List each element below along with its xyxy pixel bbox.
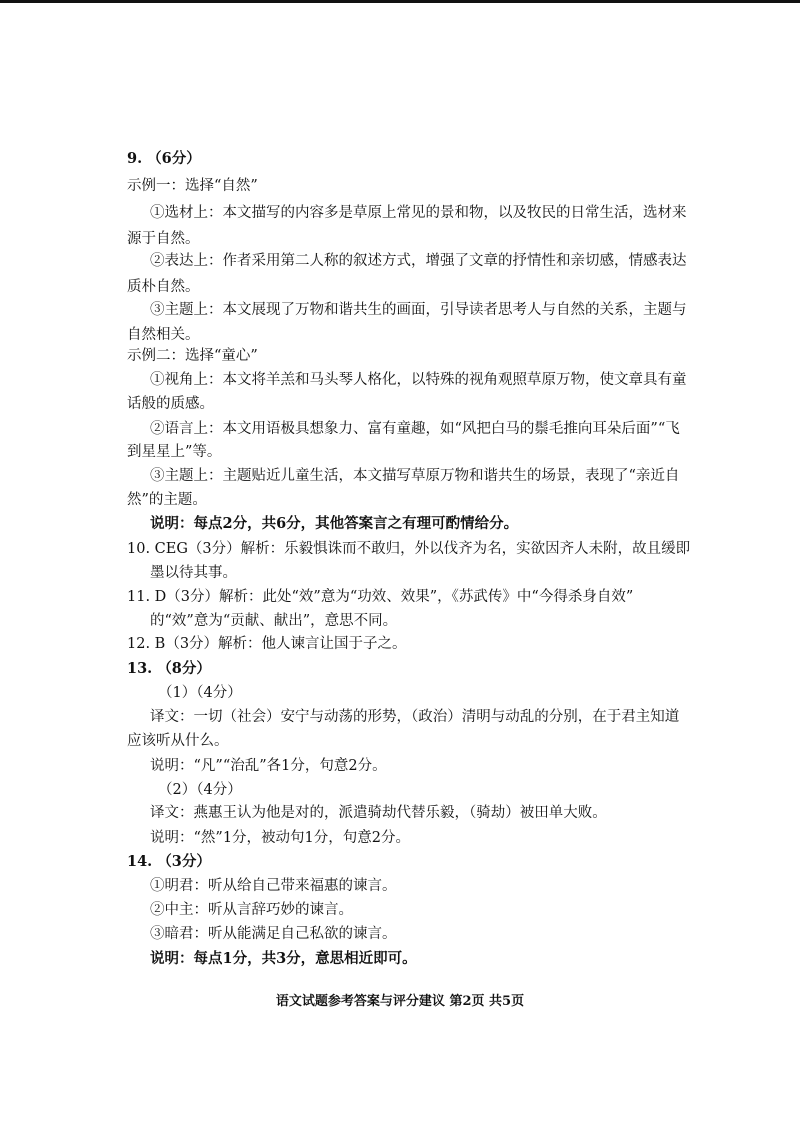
q14-scoring-note: 说明：每点1分，共3分，意思相近即可。 — [150, 950, 417, 967]
q10-answer: 10. CEG（3分）解析：乐毅惧诛而不敢归，外以伐齐为名，实欲因齐人未附，故且缓即 — [127, 541, 691, 557]
q9-example1-point2: ②表达上：作者采用第二人称的叙述方式，增强了文章的抒情性和亲切感，情感表达 — [150, 253, 687, 269]
q12-answer: 12. B（3分）解析：他人谏言让国于子之。 — [127, 636, 407, 652]
q9-example2-point2-cont: 到星星上”等。 — [127, 444, 222, 460]
q9-example1-title: 示例一：选择“自然” — [127, 178, 258, 194]
q9-header: 9. （6分） — [127, 150, 201, 167]
q9-example2-point1: ①视角上：本文将羊羔和马头琴人格化，以特殊的视角观照草原万物，使文章具有童 — [150, 372, 687, 388]
q13-part1-header: （1）（4分） — [158, 685, 242, 701]
q9-example1-point3-cont: 自然相关。 — [127, 327, 200, 343]
q13-part1-note: 说明：“凡”“治乱”各1分，句意2分。 — [150, 758, 387, 774]
q9-example2-point3-cont: 然”的主题。 — [127, 492, 207, 508]
q13-part2-note: 说明：“然”1分，被动句1分，句意2分。 — [150, 830, 411, 846]
q14-item1: ①明君：听从给自己带来福惠的谏言。 — [150, 878, 397, 894]
q14-item2: ②中主：听从言辞巧妙的谏言。 — [150, 902, 353, 918]
q11-answer: 11. D（3分）解析：此处“效”意为“功效、效果”，《苏武传》中“今得杀身自效” — [127, 589, 634, 605]
q13-header: 13. （8分） — [127, 660, 211, 677]
q13-part1-translation: 译文：一切（社会）安宁与动荡的形势，（政治）清明与动乱的分别，在于君主知道 — [150, 709, 680, 725]
q9-example1-point2-cont: 质朴自然。 — [127, 279, 200, 295]
q9-scoring-note: 说明：每点2分，共6分，其他答案言之有理可酌情给分。 — [150, 515, 519, 532]
q14-item3: ③暗君：听从能满足自己私欲的谏言。 — [150, 926, 397, 942]
q9-example1-point1: ①选材上：本文描写的内容多是草原上常见的景和物，以及牧民的日常生活，选材来 — [150, 205, 687, 221]
q9-example1-point1-cont: 源于自然。 — [127, 231, 200, 247]
page-top-edge — [0, 0, 800, 3]
q9-example2-point2: ②语言上：本文用语极具想象力、富有童趣，如“风把白马的鬃毛推向耳朵后面”“飞 — [150, 421, 680, 437]
q9-example2-point3: ③主题上：主题贴近儿童生活，本文描写草原万物和谐共生的场景，表现了“亲近自 — [150, 468, 680, 484]
q11-answer-cont: 的“效”意为“贡献、献出”，意思不同。 — [150, 613, 398, 629]
q13-part2-translation: 译文：燕惠王认为他是对的，派遣骑劫代替乐毅，（骑劫）被田单大败。 — [150, 805, 607, 821]
q13-part2-header: （2）（4分） — [158, 782, 242, 798]
q9-example2-point1-cont: 话般的质感。 — [127, 396, 214, 412]
page-footer: 语文试题参考答案与评分建议 第2页 共5页 — [275, 994, 525, 1009]
q13-part1-translation-cont: 应该听从什么。 — [127, 733, 229, 749]
q10-answer-cont: 墨以待其事。 — [150, 565, 237, 581]
q14-header: 14. （3分） — [127, 853, 211, 870]
q9-example2-title: 示例二：选择“童心” — [127, 348, 258, 364]
q9-example1-point3: ③主题上：本文展现了万物和谐共生的画面，引导读者思考人与自然的关系，主题与 — [150, 302, 687, 318]
